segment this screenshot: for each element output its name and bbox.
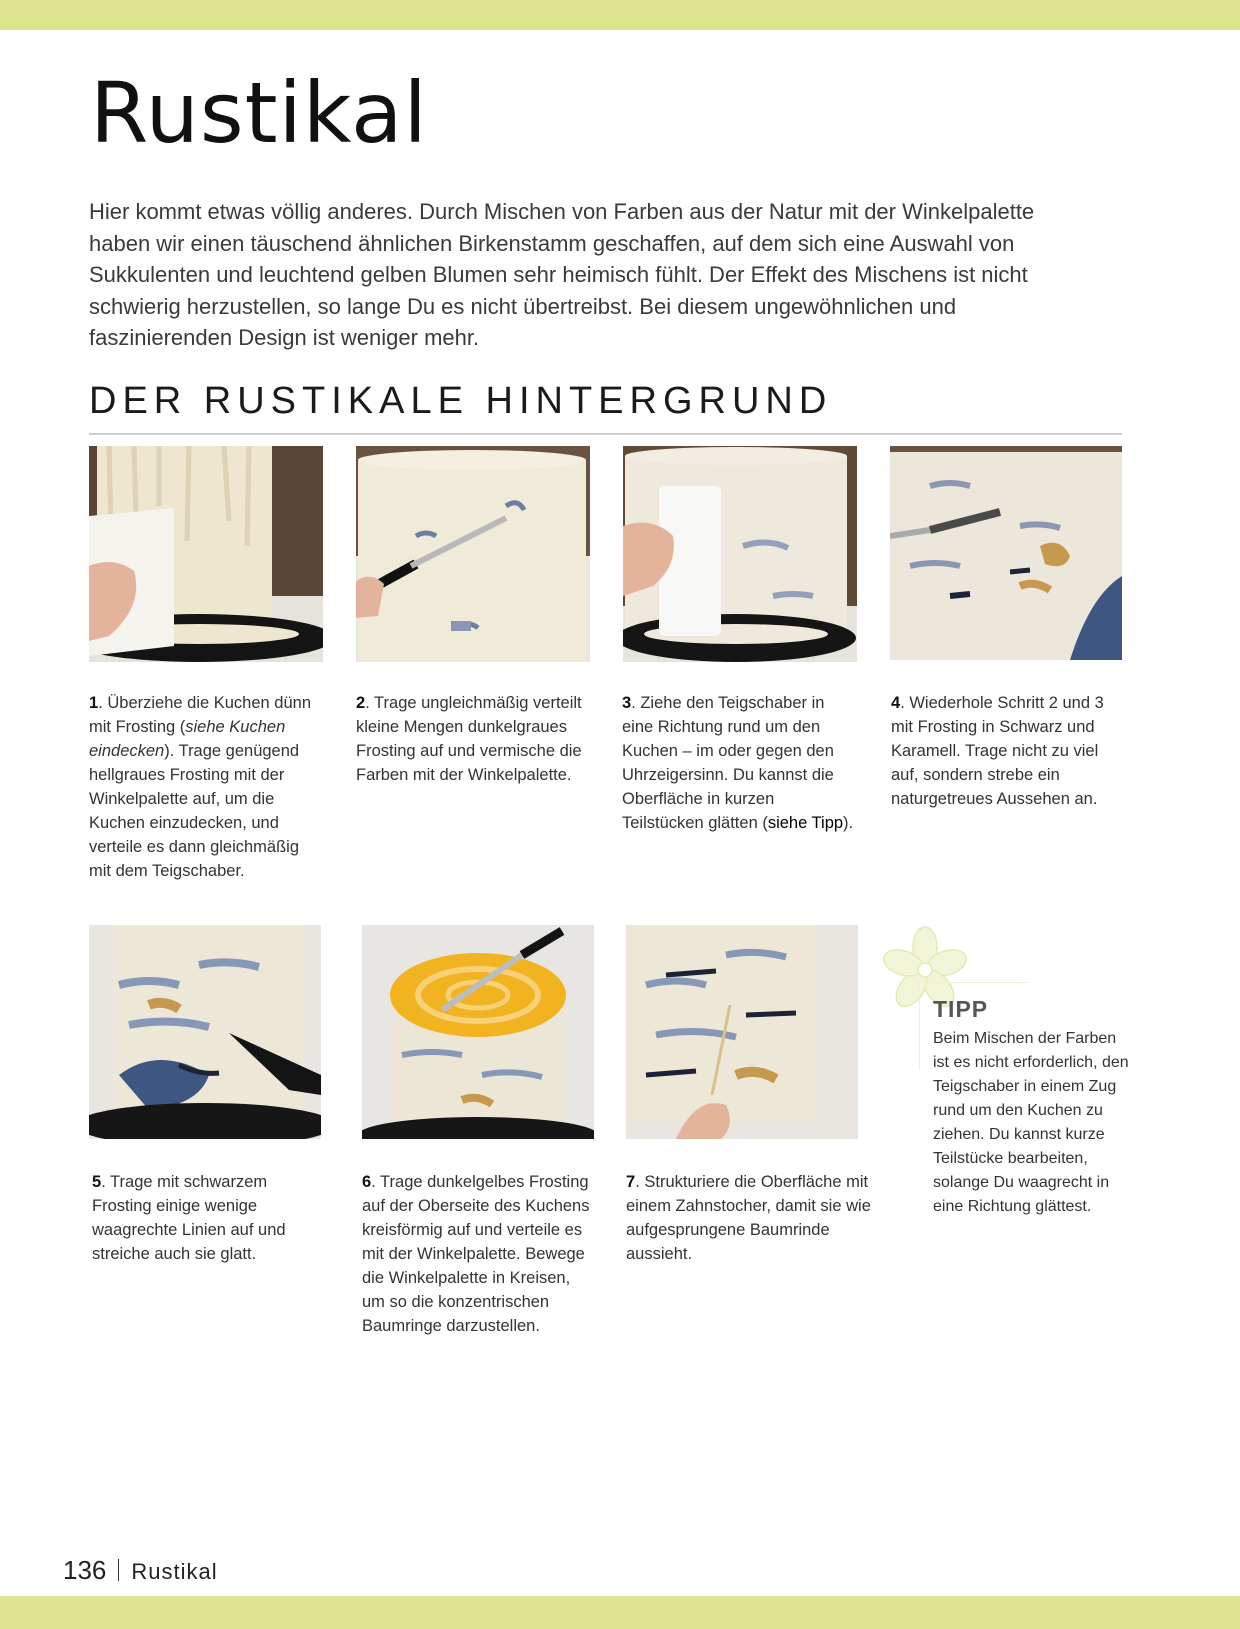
step-2-caption: 2. Trage ungleichmäßig verteilt kleine Mengen dunkelgraues Frosting auf und vermische die Farben mit der Winkelpalette.: [356, 694, 582, 784]
step-6-photo: [362, 925, 594, 1139]
intro-paragraph: Hier kommt etwas völlig anderes. Durch Mischen von Farben aus der Natur mit der Winkelpalette haben wir einen täuschend ähnlichen Birkenstamm geschaffen, auf dem sich eine Auswahl von Sukkulenten und leuchtend gelben Blumen sehr heimisch fühlt. Der Effekt des Mischens ist nicht schwierig herzustellen, so lange Du es nicht übertreibst. Bei diesem ungewöhnlichen und faszinierenden Design ist weniger mehr.: [89, 199, 1035, 350]
step-4-caption: 4. Wiederhole Schritt 2 und 3 mit Frosting in Schwarz und Karamell. Trage nicht zu viel auf, sondern strebe ein naturgetreues Aussehen an.: [891, 694, 1104, 808]
chapter-name: Rustikal: [131, 1559, 218, 1584]
step-number: 2: [356, 694, 366, 712]
step-1-caption: 1. Überziehe die Kuchen dünn mit Frosting (siehe Kuchen eindecken). Trage genügend hellgraues Frosting mit der Winkelpalette auf, um die Kuchen einzudecken, und verteile es dann gleichmäßig mit dem Teigschaber.: [89, 694, 312, 880]
tip-title: TIPP: [933, 996, 989, 1022]
tip-reference-link[interactable]: siehe Tipp: [767, 814, 844, 832]
page-title: Rustikal: [90, 64, 428, 162]
section-divider: [89, 433, 1122, 435]
step-5-photo: [89, 925, 321, 1139]
step-number: 1: [89, 694, 99, 712]
step-2-photo: [356, 446, 590, 662]
section-heading: DER RUSTIKALE HINTERGRUND: [89, 380, 833, 422]
tip-divider: [919, 982, 920, 1070]
step-number: 7: [626, 1173, 636, 1191]
tip-text: Beim Mischen der Farben ist es nicht erforderlich, den Teigschaber in einem Zug rund um den Kuchen zu ziehen. Du kannst kurze Teilstücke bearbeiten, solange Du waagrecht in eine Richtung glättest.: [933, 1030, 1129, 1215]
bottom-accent-bar: [0, 1596, 1240, 1629]
step-4-photo: [890, 446, 1122, 660]
page-footer: [63, 1555, 218, 1586]
tip-divider: [918, 982, 1028, 983]
page-number: 136: [63, 1555, 107, 1585]
footer-separator: [118, 1559, 119, 1581]
step-number: 5: [92, 1173, 102, 1191]
step-number: 6: [362, 1173, 372, 1191]
top-accent-bar: [0, 0, 1240, 30]
step-number: 4: [891, 694, 901, 712]
step-5-caption: 5. Trage mit schwarzem Frosting einige wenige waagrechte Linien auf und streiche auch sie glatt.: [92, 1173, 286, 1263]
step-3-photo: [623, 446, 857, 662]
step-number: 3: [622, 694, 632, 712]
step-3-caption: 3. Ziehe den Teigschaber in eine Richtung rund um den Kuchen – im oder gegen den Uhrzeigersinn. Du kannst die Oberfläche in kurzen Teilstücken glätten (siehe Tipp).: [622, 694, 854, 832]
step-7-caption: 7. Strukturiere die Oberfläche mit einem Zahnstocher, damit sie wie aufgesprungene Baumrinde aussieht.: [626, 1173, 871, 1263]
step-1-photo: [89, 446, 323, 662]
step-7-photo: [626, 925, 858, 1139]
step-6-caption: 6. Trage dunkelgelbes Frosting auf der Oberseite des Kuchens kreisförmig auf und verteile es mit der Winkelpalette. Bewege die Winkelpalette in Kreisen, um so die konzentrischen Baumringe darzustellen.: [362, 1173, 590, 1335]
